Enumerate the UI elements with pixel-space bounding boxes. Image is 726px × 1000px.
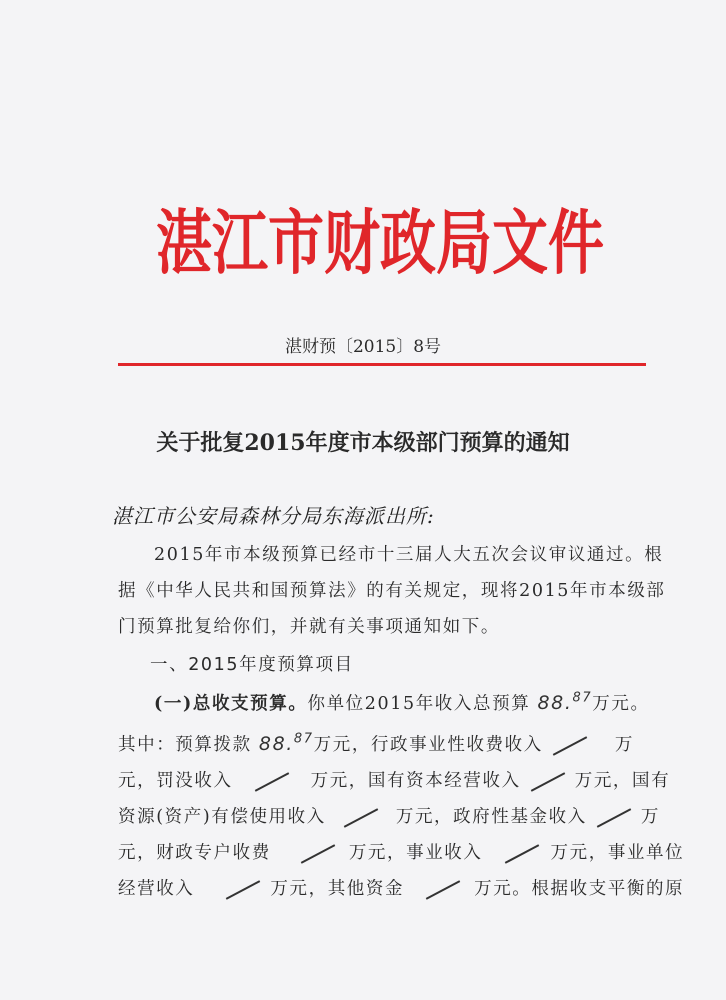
handwritten-slash bbox=[254, 772, 288, 792]
text: 元，罚没收入 bbox=[118, 771, 233, 791]
handwritten-slash bbox=[226, 880, 260, 900]
text: 万 bbox=[614, 735, 634, 755]
text: 资源(资产)有偿使用收入 bbox=[118, 807, 326, 827]
text: 元，财政专户收费 bbox=[118, 843, 271, 863]
document-title: 湛江市财政局文件 bbox=[156, 203, 604, 285]
text: 万元，事业单位 bbox=[550, 843, 685, 863]
body-line bbox=[118, 875, 685, 900]
handwritten-slash bbox=[504, 844, 538, 864]
section-heading: 一、2015年度预算项目 bbox=[150, 655, 354, 675]
text: 万元。 bbox=[592, 694, 650, 714]
body-line: 2015年市本级预算已经市十三届人大五次会议审议通过。根 bbox=[154, 545, 664, 565]
text: 万 bbox=[640, 807, 660, 827]
handwritten-slash bbox=[426, 880, 460, 900]
handwritten-slash bbox=[344, 808, 378, 828]
body-line bbox=[118, 690, 682, 715]
text: 万元，行政事业性收费收入 bbox=[313, 735, 543, 755]
notice-heading: 关于批复2015年度市本级部门预算的通知 bbox=[156, 430, 570, 456]
text: 万元，国有资本经营收入 bbox=[310, 771, 521, 791]
text: 你单位2015年收入总预算 bbox=[307, 694, 531, 714]
red-divider bbox=[118, 363, 646, 366]
handwritten-total: 88.87 bbox=[537, 690, 593, 714]
handwritten-appropriation: 88.87 bbox=[258, 731, 314, 755]
handwritten-slash bbox=[301, 844, 335, 864]
handwritten-slash bbox=[597, 808, 631, 828]
text: 其中：预算拨款 bbox=[118, 735, 252, 755]
body-line bbox=[118, 839, 685, 864]
body-line: 门预算批复给你们，并就有关事项通知如下。 bbox=[118, 617, 500, 637]
body-line bbox=[118, 767, 671, 792]
body-line bbox=[118, 731, 646, 756]
document-number: 湛财预〔2015〕8号 bbox=[284, 337, 442, 357]
body-line: 据《中华人民共和国预算法》的有关规定，现将2015年市本级部 bbox=[118, 581, 666, 601]
subsection-label: (一)总收支预算。 bbox=[154, 694, 308, 714]
text: 万元，国有 bbox=[574, 771, 671, 791]
handwritten-slash bbox=[530, 772, 564, 792]
handwritten-slash bbox=[553, 736, 587, 756]
text: 经营收入 bbox=[118, 879, 195, 899]
text: 万元，事业收入 bbox=[348, 843, 483, 863]
handwritten-recipient: 湛江市公安局森林分局东海派出所: bbox=[112, 504, 435, 528]
text: 万元。根据收支平衡的原 bbox=[474, 879, 685, 899]
text: 万元，其他资金 bbox=[270, 879, 405, 899]
text: 万元，政府性基金收入 bbox=[395, 807, 587, 827]
body-line bbox=[118, 803, 660, 828]
